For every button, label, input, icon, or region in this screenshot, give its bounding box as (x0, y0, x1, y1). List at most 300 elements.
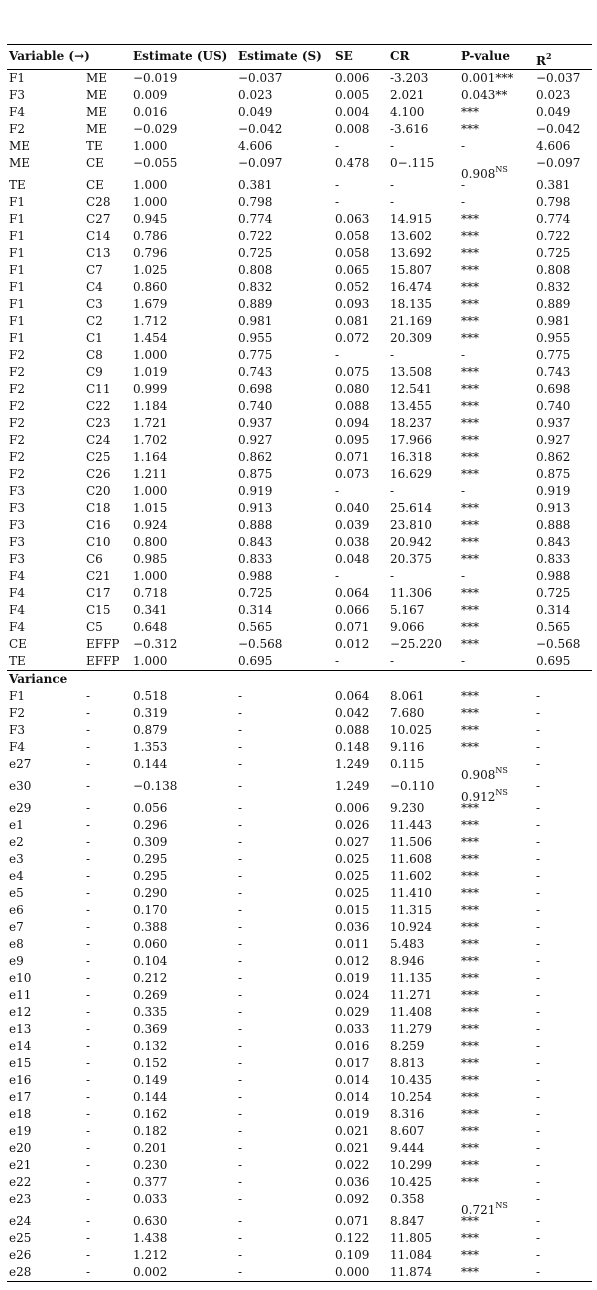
cell-estimate-s: 0.988 (238, 569, 273, 583)
cell-cr: 14.915 (390, 212, 432, 226)
cell-cr: 8.607 (390, 1124, 425, 1138)
cell-from-variable: e24 (9, 1214, 32, 1228)
cell-se: 0.004 (335, 105, 370, 119)
regression-row (7, 104, 592, 121)
cell-from-variable: F1 (9, 280, 25, 294)
cell-to-variable: - (86, 852, 91, 866)
cell-cr: 11.410 (390, 886, 432, 900)
cell-from-variable: e19 (9, 1124, 32, 1138)
cell-p-value: *** (461, 954, 479, 968)
cell-estimate-s: 0.955 (238, 331, 273, 345)
cell-cr: -3.203 (390, 71, 429, 85)
cell-estimate-us: 1.211 (133, 467, 168, 481)
cell-se: - (335, 654, 340, 668)
variance-row (7, 1191, 592, 1217)
cell-cr: 20.309 (390, 331, 432, 345)
cell-r-squared: 0.023 (536, 88, 571, 102)
cell-estimate-us: 1.000 (133, 348, 168, 362)
cell-estimate-us: 0.269 (133, 988, 168, 1002)
cell-se: 0.122 (335, 1231, 370, 1245)
cell-se: 0.025 (335, 886, 370, 900)
regression-row (7, 432, 592, 449)
cell-r-squared: - (536, 954, 541, 968)
cell-r-squared: - (536, 1248, 541, 1262)
cell-p-value: *** (461, 586, 479, 600)
cell-estimate-s: −0.568 (238, 637, 283, 651)
cell-r-squared: 0.722 (536, 229, 571, 243)
cell-r-squared: - (536, 740, 541, 754)
cell-to-variable: - (86, 1158, 91, 1172)
cell-from-variable: ME (9, 156, 31, 170)
cell-from-variable: F2 (9, 348, 25, 362)
cell-r-squared: 4.606 (536, 139, 571, 153)
cell-se: 0.021 (335, 1124, 370, 1138)
cell-p-value: *** (461, 1039, 479, 1053)
cell-to-variable: - (86, 740, 91, 754)
cell-from-variable: F1 (9, 314, 25, 328)
cell-from-variable: e26 (9, 1248, 32, 1262)
cell-from-variable: e30 (9, 779, 32, 793)
cell-from-variable: F4 (9, 740, 25, 754)
variance-row (7, 868, 592, 885)
variance-row (7, 1038, 592, 1055)
regression-row (7, 296, 592, 313)
cell-cr: 8.259 (390, 1039, 425, 1053)
cell-r-squared: 0.774 (536, 212, 571, 226)
cell-cr: 13.602 (390, 229, 432, 243)
cell-cr: 0.358 (390, 1192, 425, 1206)
cell-estimate-s: 0.023 (238, 88, 273, 102)
cell-cr: 13.455 (390, 399, 432, 413)
regression-row (7, 415, 592, 432)
cell-cr: 13.508 (390, 365, 432, 379)
variance-row (7, 919, 592, 936)
cell-p-value: *** (461, 1107, 479, 1121)
cell-from-variable: e8 (9, 937, 24, 951)
cell-se: 0.071 (335, 450, 370, 464)
cell-cr: 11.279 (390, 1022, 432, 1036)
cell-p-value: *** (461, 723, 479, 737)
cell-from-variable: F1 (9, 246, 25, 260)
cell-to-variable: ME (86, 122, 108, 136)
cell-se: 0.071 (335, 1214, 370, 1228)
cell-from-variable: F3 (9, 723, 25, 737)
cell-p-value: *** (461, 988, 479, 1002)
cell-p-value: *** (461, 416, 479, 430)
cell-to-variable: - (86, 1056, 91, 1070)
cell-cr: 5.483 (390, 937, 425, 951)
cell-to-variable: - (86, 706, 91, 720)
cell-p-value: *** (461, 1141, 479, 1155)
cell-r-squared: - (536, 920, 541, 934)
cell-cr: - (390, 195, 395, 209)
cell-cr: 10.254 (390, 1090, 432, 1104)
cell-estimate-s: 0.919 (238, 484, 273, 498)
variance-row (7, 1174, 592, 1191)
cell-se: 0.048 (335, 552, 370, 566)
cell-from-variable: F2 (9, 467, 25, 481)
cell-cr: 21.169 (390, 314, 432, 328)
cell-estimate-s: 0.698 (238, 382, 273, 396)
cell-p-value: *** (461, 886, 479, 900)
cell-to-variable: C21 (86, 569, 111, 583)
cell-estimate-s: 0.862 (238, 450, 273, 464)
regression-row (7, 364, 592, 381)
variance-row (7, 1230, 592, 1247)
cell-estimate-us: 1.721 (133, 416, 168, 430)
cell-cr: 10.025 (390, 723, 432, 737)
cell-se: 0.012 (335, 637, 370, 651)
cell-to-variable: - (86, 757, 91, 771)
cell-cr: 7.680 (390, 706, 425, 720)
cell-estimate-us: 0.999 (133, 382, 168, 396)
cell-cr: 10.299 (390, 1158, 432, 1172)
cell-r-squared: - (536, 1175, 541, 1189)
cell-p-value: *** (461, 603, 479, 617)
cell-from-variable: F2 (9, 706, 25, 720)
cell-se: 0.019 (335, 971, 370, 985)
cell-to-variable: CE (86, 156, 104, 170)
variance-row (7, 902, 592, 919)
cell-estimate-s: 4.606 (238, 139, 273, 153)
cell-se: 0.038 (335, 535, 370, 549)
cell-cr: -3.616 (390, 122, 429, 136)
cell-from-variable: CE (9, 637, 27, 651)
cell-cr: 23.810 (390, 518, 432, 532)
cell-cr: 2.021 (390, 88, 425, 102)
cell-r-squared: 0.875 (536, 467, 571, 481)
cell-p-value: *** (461, 1090, 479, 1104)
cell-from-variable: F4 (9, 569, 25, 583)
cell-se: 0.036 (335, 1175, 370, 1189)
cell-p-value: *** (461, 869, 479, 883)
cell-se: 0.094 (335, 416, 370, 430)
cell-estimate-s: - (238, 835, 243, 849)
variance-row (7, 1055, 592, 1072)
cell-se: 0.092 (335, 1192, 370, 1206)
cell-cr: 15.807 (390, 263, 432, 277)
cell-to-variable: - (86, 1192, 91, 1206)
cell-p-value: *** (461, 331, 479, 345)
cell-to-variable: C11 (86, 382, 111, 396)
cell-r-squared: 0.743 (536, 365, 571, 379)
cell-estimate-s: - (238, 886, 243, 900)
cell-p-value: *** (461, 1022, 479, 1036)
cell-estimate-us: 0.295 (133, 869, 168, 883)
regression-row (7, 398, 592, 415)
cell-r-squared: 0.775 (536, 348, 571, 362)
cell-estimate-s: - (238, 1073, 243, 1087)
cell-estimate-s: 0.774 (238, 212, 273, 226)
cell-estimate-s: 0.927 (238, 433, 273, 447)
cell-cr: 4.100 (390, 105, 425, 119)
cell-p-value: *** (461, 903, 479, 917)
cell-to-variable: C10 (86, 535, 111, 549)
cell-from-variable: F3 (9, 501, 25, 515)
cell-se: 0.058 (335, 229, 370, 243)
cell-cr: - (390, 178, 395, 192)
variance-row (7, 851, 592, 868)
regression-row (7, 87, 592, 104)
cell-p-value: *** (461, 801, 479, 815)
variance-row (7, 834, 592, 851)
cell-to-variable: - (86, 920, 91, 934)
cell-r-squared: - (536, 779, 541, 793)
header-r-squared: $R^2$ (536, 51, 552, 68)
cell-from-variable: F1 (9, 212, 25, 226)
cell-to-variable: - (86, 1005, 91, 1019)
cell-r-squared: - (536, 757, 541, 771)
cell-from-variable: F1 (9, 71, 25, 85)
cell-estimate-us: 0.152 (133, 1056, 168, 1070)
cell-estimate-s: - (238, 740, 243, 754)
cell-estimate-s: - (238, 1231, 243, 1245)
cell-to-variable: - (86, 1231, 91, 1245)
cell-to-variable: - (86, 988, 91, 1002)
cell-from-variable: e1 (9, 818, 24, 832)
cell-r-squared: - (536, 886, 541, 900)
cell-to-variable: C20 (86, 484, 111, 498)
variance-row (7, 1106, 592, 1123)
cell-r-squared: - (536, 1231, 541, 1245)
cell-r-squared: - (536, 1141, 541, 1155)
variance-row (7, 688, 592, 705)
regression-row (7, 228, 592, 245)
cell-cr: 11.805 (390, 1231, 432, 1245)
cell-to-variable: - (86, 1175, 91, 1189)
cell-estimate-us: 1.000 (133, 484, 168, 498)
regression-row (7, 619, 592, 636)
cell-estimate-us: 1.712 (133, 314, 168, 328)
cell-estimate-us: 1.702 (133, 433, 168, 447)
cell-to-variable: - (86, 723, 91, 737)
cell-se: 0.073 (335, 467, 370, 481)
cell-p-value: *** (461, 835, 479, 849)
header-estimate-us: Estimate (US) (133, 49, 228, 63)
cell-se: 0.040 (335, 501, 370, 515)
cell-se: 0.019 (335, 1107, 370, 1121)
cell-se: - (335, 178, 340, 192)
cell-cr: - (390, 484, 395, 498)
cell-estimate-s: - (238, 1248, 243, 1262)
cell-estimate-s: - (238, 801, 243, 815)
cell-to-variable: - (86, 1090, 91, 1104)
cell-to-variable: C27 (86, 212, 111, 226)
cell-from-variable: F1 (9, 331, 25, 345)
cell-p-value: *** (461, 1214, 479, 1228)
cell-estimate-s: 0.049 (238, 105, 273, 119)
cell-to-variable: ME (86, 105, 108, 119)
cell-p-value: *** (461, 1073, 479, 1087)
cell-from-variable: e14 (9, 1039, 32, 1053)
cell-se: 0.006 (335, 801, 370, 815)
cell-estimate-us: −0.029 (133, 122, 178, 136)
cell-from-variable: F2 (9, 416, 25, 430)
cell-cr: 11.874 (390, 1265, 432, 1279)
cell-from-variable: e25 (9, 1231, 32, 1245)
cell-to-variable: - (86, 886, 91, 900)
cell-to-variable: C18 (86, 501, 111, 515)
cell-from-variable: e29 (9, 801, 32, 815)
cell-estimate-us: 0.648 (133, 620, 168, 634)
cell-se: 0.006 (335, 71, 370, 85)
cell-se: 0.014 (335, 1090, 370, 1104)
cell-r-squared: 0.862 (536, 450, 571, 464)
cell-estimate-s: - (238, 1214, 243, 1228)
cell-estimate-us: 1.000 (133, 139, 168, 153)
cell-se: 1.249 (335, 779, 370, 793)
cell-r-squared: 0.913 (536, 501, 571, 515)
cell-estimate-us: 0.104 (133, 954, 168, 968)
cell-cr: 16.474 (390, 280, 432, 294)
cell-to-variable: C14 (86, 229, 111, 243)
regression-row (7, 602, 592, 619)
cell-p-value: $0.721^{NS}$ (461, 1201, 508, 1217)
cell-cr: 17.966 (390, 433, 432, 447)
cell-to-variable: ME (86, 71, 108, 85)
cell-p-value: *** (461, 365, 479, 379)
cell-estimate-us: 0.009 (133, 88, 168, 102)
cell-estimate-us: 0.132 (133, 1039, 168, 1053)
cell-from-variable: F3 (9, 552, 25, 566)
estimates-table (7, 44, 592, 1282)
cell-to-variable: - (86, 903, 91, 917)
cell-estimate-s: 0.875 (238, 467, 273, 481)
cell-se: 0.036 (335, 920, 370, 934)
cell-estimate-us: 0.796 (133, 246, 168, 260)
cell-from-variable: F4 (9, 586, 25, 600)
cell-r-squared: 0.919 (536, 484, 571, 498)
cell-p-value: *** (461, 314, 479, 328)
cell-to-variable: C24 (86, 433, 111, 447)
table-header (7, 44, 592, 70)
cell-estimate-s: 0.981 (238, 314, 273, 328)
cell-to-variable: C6 (86, 552, 103, 566)
cell-to-variable: CE (86, 178, 104, 192)
cell-estimate-us: 0.290 (133, 886, 168, 900)
cell-se: 0.052 (335, 280, 370, 294)
cell-p-value: *** (461, 229, 479, 243)
cell-to-variable: - (86, 937, 91, 951)
cell-to-variable: C4 (86, 280, 103, 294)
cell-estimate-us: 1.212 (133, 1248, 168, 1262)
cell-estimate-us: 0.388 (133, 920, 168, 934)
cell-p-value: *** (461, 450, 479, 464)
cell-cr: - (390, 569, 395, 583)
cell-estimate-us: −0.312 (133, 637, 178, 651)
cell-se: 0.021 (335, 1141, 370, 1155)
variance-row (7, 722, 592, 739)
cell-estimate-s: - (238, 971, 243, 985)
regression-row (7, 279, 592, 296)
cell-from-variable: F3 (9, 518, 25, 532)
cell-r-squared: 0.832 (536, 280, 571, 294)
cell-estimate-us: 0.985 (133, 552, 168, 566)
cell-estimate-s: - (238, 779, 243, 793)
cell-cr: 9.066 (390, 620, 425, 634)
variance-row (7, 987, 592, 1004)
cell-estimate-us: 0.230 (133, 1158, 168, 1172)
cell-p-value: *** (461, 382, 479, 396)
cell-cr: 25.614 (390, 501, 432, 515)
cell-estimate-us: 1.025 (133, 263, 168, 277)
variance-row (7, 705, 592, 722)
cell-estimate-us: 0.201 (133, 1141, 168, 1155)
cell-cr: - (390, 139, 395, 153)
cell-cr: 11.608 (390, 852, 432, 866)
cell-estimate-us: 1.679 (133, 297, 168, 311)
cell-r-squared: 0.695 (536, 654, 571, 668)
cell-from-variable: F4 (9, 620, 25, 634)
variance-row (7, 756, 592, 782)
cell-to-variable: EFFP (86, 654, 120, 668)
cell-from-variable: e2 (9, 835, 24, 849)
cell-to-variable: - (86, 835, 91, 849)
cell-r-squared: −0.568 (536, 637, 581, 651)
cell-estimate-us: 1.019 (133, 365, 168, 379)
cell-from-variable: F1 (9, 297, 25, 311)
cell-estimate-s: 0.833 (238, 552, 273, 566)
cell-cr: 11.506 (390, 835, 432, 849)
cell-se: 0.088 (335, 723, 370, 737)
cell-to-variable: C16 (86, 518, 111, 532)
cell-se: 0.033 (335, 1022, 370, 1036)
variance-row (7, 1021, 592, 1038)
cell-estimate-s: - (238, 1039, 243, 1053)
variance-body (7, 688, 592, 1281)
cell-se: 0.095 (335, 433, 370, 447)
cell-cr: 16.318 (390, 450, 432, 464)
cell-estimate-s: - (238, 706, 243, 720)
regression-row (7, 466, 592, 483)
variance-row (7, 1123, 592, 1140)
cell-from-variable: F4 (9, 105, 25, 119)
cell-se: 0.039 (335, 518, 370, 532)
cell-cr: 8.813 (390, 1056, 425, 1070)
cell-p-value: *** (461, 1158, 479, 1172)
cell-cr: 18.237 (390, 416, 432, 430)
cell-from-variable: e20 (9, 1141, 32, 1155)
cell-to-variable: EFFP (86, 637, 120, 651)
cell-estimate-us: −0.055 (133, 156, 178, 170)
cell-estimate-us: 0.718 (133, 586, 168, 600)
cell-estimate-s: - (238, 1107, 243, 1121)
cell-to-variable: C2 (86, 314, 103, 328)
cell-from-variable: F4 (9, 603, 25, 617)
variance-row (7, 1264, 592, 1281)
cell-to-variable: C3 (86, 297, 103, 311)
cell-estimate-us: 0.309 (133, 835, 168, 849)
cell-r-squared: - (536, 1192, 541, 1206)
cell-se: - (335, 348, 340, 362)
cell-se: 0.075 (335, 365, 370, 379)
cell-r-squared: - (536, 1107, 541, 1121)
cell-r-squared: - (536, 937, 541, 951)
cell-to-variable: - (86, 801, 91, 815)
cell-p-value: *** (461, 467, 479, 481)
cell-to-variable: - (86, 779, 91, 793)
cell-p-value: - (461, 654, 466, 668)
cell-r-squared: - (536, 1214, 541, 1228)
cell-estimate-s: 0.695 (238, 654, 273, 668)
cell-p-value: *** (461, 689, 479, 703)
cell-from-variable: e12 (9, 1005, 32, 1019)
cell-r-squared: 0.808 (536, 263, 571, 277)
cell-from-variable: ME (9, 139, 31, 153)
cell-r-squared: - (536, 1039, 541, 1053)
cell-p-value: *** (461, 1005, 479, 1019)
cell-se: 0.072 (335, 331, 370, 345)
